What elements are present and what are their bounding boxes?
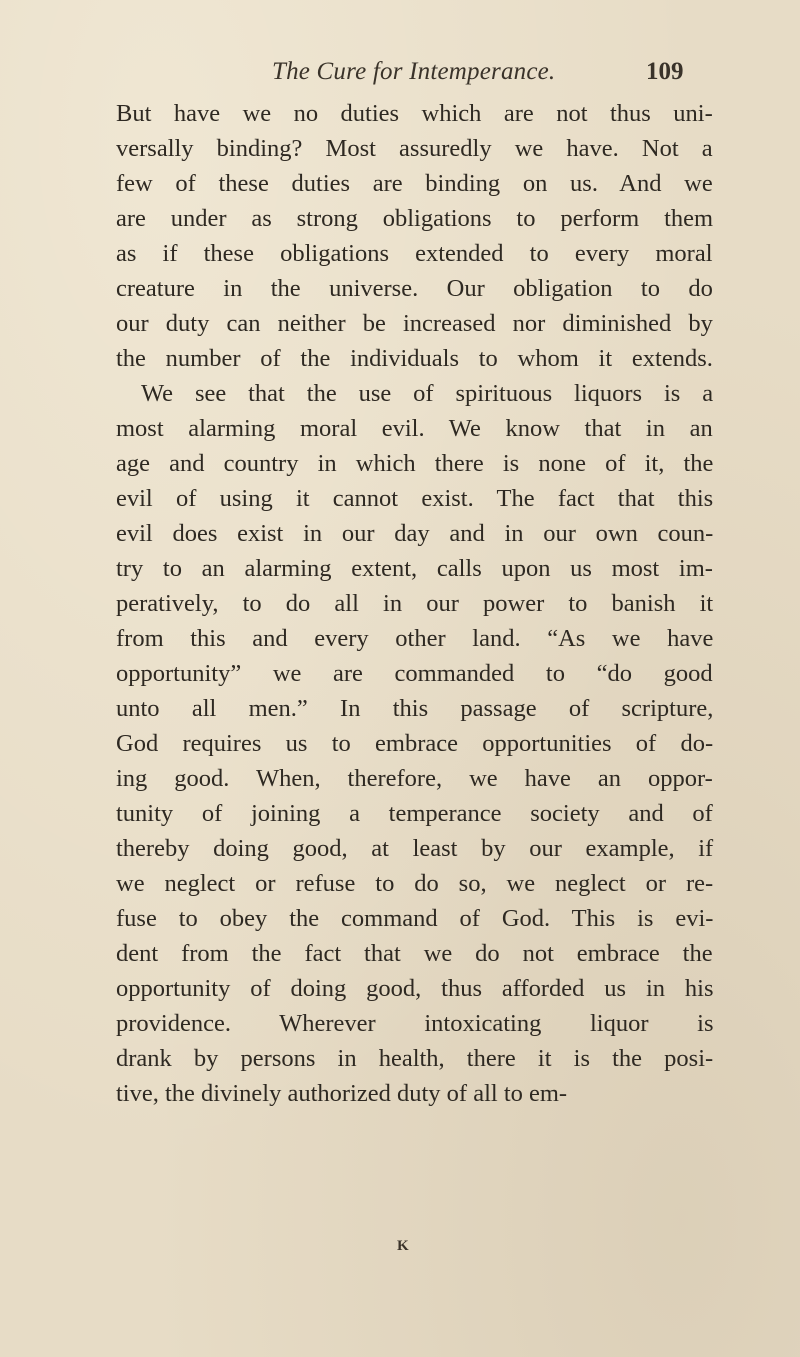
text-line: providence. Wherever intoxicating liquor is bbox=[116, 1010, 714, 1037]
text-line: We see that the use of spirituous liquors is a bbox=[141, 380, 714, 407]
text-line: we neglect or refuse to do so, we neglect or re- bbox=[116, 870, 714, 897]
text-line: age and country in which there is none of it, the bbox=[116, 450, 714, 477]
running-head bbox=[272, 58, 684, 92]
text-line: opportunity” we are commanded to “do good bbox=[116, 660, 713, 687]
running-title: The Cure for Intemperance. bbox=[272, 58, 556, 85]
text-line: ing good. When, therefore, we have an oppor- bbox=[116, 765, 713, 792]
text-line: our duty can neither be increased nor diminished by bbox=[116, 310, 713, 337]
text-line: dent from the fact that we do not embrace the bbox=[116, 940, 713, 967]
page-number: 109 bbox=[646, 58, 684, 85]
text-line: versally binding? Most assuredly we have. Not a bbox=[116, 135, 713, 162]
text-line: as if these obligations extended to every moral bbox=[116, 240, 713, 267]
text-line: from this and every other land. “As we have bbox=[116, 625, 714, 652]
text-line: try to an alarming extent, calls upon us most im- bbox=[116, 555, 713, 582]
text-line: the number of the individuals to whom it extends. bbox=[116, 345, 713, 372]
text-line: evil of using it cannot exist. The fact that this bbox=[116, 485, 714, 512]
text-line: evil does exist in our day and in our own coun- bbox=[116, 520, 714, 547]
text-line: But have we no duties which are not thus uni- bbox=[116, 100, 713, 127]
text-line: God requires us to embrace opportunities of do- bbox=[116, 730, 714, 757]
text-line: fuse to obey the command of God. This is evi- bbox=[116, 905, 714, 932]
text-line: thereby doing good, at least by our example, if bbox=[116, 835, 714, 862]
text-line: peratively, to do all in our power to banish it bbox=[116, 590, 714, 617]
text-line: most alarming moral evil. We know that in an bbox=[116, 415, 713, 442]
text-line: unto all men.” In this passage of scripture, bbox=[116, 695, 714, 722]
text-line: creature in the universe. Our obligation to do bbox=[116, 275, 713, 302]
text-line: drank by persons in health, there it is the posi- bbox=[116, 1045, 714, 1072]
signature-mark: K bbox=[397, 1238, 409, 1254]
text-line: are under as strong obligations to perform them bbox=[116, 205, 714, 232]
text-line: tive, the divinely authorized duty of all to em- bbox=[116, 1080, 568, 1107]
text-line: opportunity of doing good, thus afforded us in his bbox=[116, 975, 714, 1002]
text-line: tunity of joining a temperance society and of bbox=[116, 800, 713, 827]
text-line: few of these duties are binding on us. And we bbox=[116, 170, 713, 197]
